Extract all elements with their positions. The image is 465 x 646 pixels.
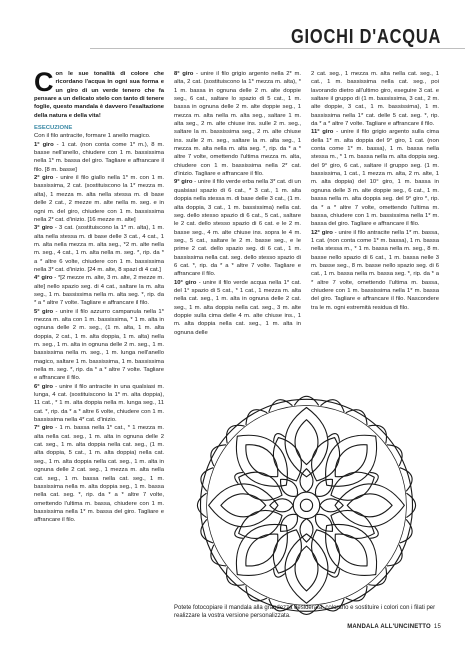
mid-petal-tip [328,569,342,579]
center-dot-ring [300,499,312,511]
outer-petal-inner [327,437,375,485]
scallop-arc [198,465,213,491]
scallop-arc [406,493,415,517]
outer-petal [222,510,301,589]
outer-petal [312,510,391,589]
scallop-arc [400,465,415,491]
scallop-arc [346,586,372,606]
page-number: 15 [433,624,441,630]
scallop-arc [241,405,267,425]
mid-petal-tip [328,431,342,441]
center-ring [293,492,320,519]
scallop-arc [198,519,213,545]
outer-scallop-ring [201,399,413,611]
outer-petal-inner [238,526,286,574]
inner-petal [270,499,293,512]
round-5: 5° giro - unire il filo azzurro campanula nella 1* mezza m. alta con 1 m. bassissima, * 1 m. alta in ognuna delle 2 m. seg., (1 m. alta, 1 m. alta doppia, 2 cat., 1 m. alta doppia, 1 m. alta) nella m. seg., 1 m. alta in ognuna delle 2 m. seg., 1 m. bassissima nella m. seg., 1 m. lunga nell'anello magico, saltare 1 m. bassissima, 1 m. bassissima nella m. seg. *, rip. da * a * altre 7 volte. Tagliare e affrancare il filo. [34,308,164,382]
outer-petal-inner [221,494,266,517]
inner-petal [320,499,343,512]
round-3: 3° giro - 3 cat. (sostituiscono la 1* m. alta), 1 m. alta nella stessa m. di base delle 3 cat., 4 cat., 1 m. alta nella mezza m. alta seg., *2 m. alte nella m. seg., 4 cat., 1 m. alta nella m. seg. *, rip. da * a * altre 6 volte, chiudere con 1 m. bassissima nella 3* cat. d'inizio. [24 m. alte, 8 spazi di 4 cat.] [34,225,164,273]
mid-petal-tip [370,527,380,541]
mid-petal-tip [233,527,243,541]
round-10-continued: 2 cat. seg., 1 mezza m. alta nella cat. seg., 1 cat., 1 m. bassissima nella cat. seg., poi lavorando dietro all'ultimo giro, eseguire 3 cat. e saltare il gruppo di (1 m. bassissima, 3 cat., 2 m. alte doppie, 3 cat., 1 m. bassissima), 1 m. bassissima nella 1* cat. delle 5 cat. seg. *, rip. da * a * altre 7 volte. Tagliare e affrancare il filo. [311,71,439,128]
mid-petal [266,525,308,578]
column-2 [174,70,301,337]
scallop-arc [387,545,407,571]
round-8: 8° giro - unire il filo grigio argento nella 2* m. alta, 2 cat. (sostituiscono la 1* mezza m. alta), * 1 m. bassa in ognuna delle 2 m. alte doppie seg., 6 cat., saltare lo spazio di 5 cat., 1 m. bassa in ognuna delle 2 m. alte doppie seg., 1 mezza m. alta nella m. alta seg., saltare 1 m. alta seg., 2 m. alte chiuse ins. sulle 2 m. seg., saltare la m. bassissima seg., 2 m. alte chiuse ins. sulle 2 m. seg., saltare la m. alta seg., 1 mezza m. alta nella m. alta seg. *, rip. da * a * altre 7 volte, omettendo l'ultima mezza m. alta, chiudere con 1 m. bassissima nella 2* cat. d'inizio. Tagliare e affrancare il filo. [174,71,301,178]
outer-petal [285,408,328,477]
mid-petal [266,433,308,486]
inner-petal [300,469,313,492]
round-11: 11° giro - unire il filo grigio argento sulla cima della 1* m. alta doppia del 9° giro, 1 cat. (non conta come 1* m. bassa), 1 m. bassa nella stessa m., * 1 m. bassa nella m. alta doppia seg. del 9° giro, 6 cat., saltare il gruppo seg. (1 m. bassissima, 1 cat., 1 mezza m. alta, 2 m. alte, 1 m. alta doppia) del 10° giro, 1 m. bassa in ognuna delle 3 m. alte doppie seg., 6 cat., 1 m. bassa nella m. alta doppia seg. del 9° giro *, rip. da * a * altre 7 volte, omettendo l'ultima m. bassa, chiudere con 1 m. bassissima nella 1* m. bassa del giro. Tagliare e affrancare il filo. [311,129,439,228]
round-2: 2° giro - unire il filo giallo nella 1* m. con 1 m. bassissima, 2 cat. (sostituiscono la 1* mezza m. alta), 1 mezza m. alta nella stessa m. di base delle 2 cat., 2 mezze m. alte nella m. seg. e in ogni m. del giro, chiudere con 1 m. bassissima nella 2* cat. d'inizio. [16 mezze m. alte] [34,175,164,223]
scallop-arc [221,420,245,444]
outer-petal [285,534,328,603]
outer-petal [209,484,278,527]
round-4: 4° giro - *[2 mezze m. alte, 3 m. alte, 2 mezze m. alte] nello spazio seg. di 4 cat., saltare la m. alta seg., 1 m. bassissima nella m. alta seg. *, rip. da * a * altre 7 volte. Tagliare e affrancare il filo. [34,275,164,307]
intro-paragraph [34,67,164,120]
outer-petal-inner [295,546,318,591]
mid-petal-tip [233,470,243,484]
inner-petal [300,519,313,542]
scallop-arc [206,545,226,571]
scallop-arc [221,567,245,591]
round-6: 6° giro - unire il filo antracite in una qualsiasi m. lunga, 4 cat. (sostituiscono la 1* m. alta doppia), 11 cat., * 1 m. alta doppia nella m. lunga seg., 11 cat. *, rip. da * a * altre 6 volte, chiudere con 1 m. bassissima nella 4* cat. d'inizio. [34,383,164,424]
magazine-name: MANDALA ALL'UNCINETTO [347,624,431,630]
scallop-arc [197,493,206,517]
mid-petal [234,465,287,507]
mid-petal [326,465,379,507]
outer-petal-inner [295,420,318,465]
page-header [0,0,465,60]
scallop-arc [346,405,372,425]
page-title: GIOCHI D'ACQUA [290,26,441,48]
page-footer [347,624,441,630]
lead-instruction: Con il filo antracite, formare 1 anello magico. [34,133,151,140]
round-7: 7° giro - 1 m. bassa nella 1* cat., * 1 mezza m. alta nella cat. seg., 1 m. alta in ognuna delle 2 cat. seg., 1 m. alta doppia nella cat. seg., (1 m. alta doppia, 5 cat., 1 m. alta doppia) nella cat. seg., 1 m. alta doppia nella cat. seg., 1 m. alta in ognuna delle 2 cat. seg., 1 mezza m. alta nella cat. seg., 1 m. bassa nella cat. seg., 1 m. bassissima nella m. alta doppia seg., 1 m. bassa nella cat. seg. *, rip. da * a * altre 7 volte, omettendo l'ultima m. bassa, chiudere con 1 m. bassissima nella 1* m. bassa del giro. Tagliare e affrancare il filo. [34,425,164,524]
round-12: 12° giro - unire il filo antracite nella 1* m. bassa, 1 cat. (non conta come 1* m. bassa), 1 m. bassa nella stessa m., * 1 m. bassa nella m. seg., 8 m. basse nello spazio di 6 cat., 1 m. bassa nelle 3 m. basse seg., 8 m. basse nello spazio seg. di 6 cat., 1 m. bassa nella m. bassa seg. *, rip. da * a * altre 7 volte, omettendo l'ultima m. bassa, chiudere con 1 m. bassissima nella 1* m. bassa del giro. Tagliare e affrancare il filo. Nascondere tra le m. ogni estremità residua di filo. [311,229,439,311]
column-3 [311,70,439,312]
mid-petal [305,433,347,486]
scallop-arc [387,440,407,466]
drop-cap: C [34,67,54,97]
mid-petal-tip [370,470,380,484]
scallop-arc [206,440,226,466]
scallop-arc [321,397,347,412]
outer-petal-inner [327,526,375,574]
outer-petal [312,421,391,500]
column-1 [34,67,164,525]
outer-ring-inner-line [207,405,407,605]
outer-petal-inner [347,494,392,517]
mid-petal [305,525,347,578]
round-9: 9° giro - unire il filo verde erba nella 3* cat. di un qualsiasi spazio di 6 cat., * 3 cat., 1 m. alta doppia nella stessa m. di base delle 3 cat., (1 m. alta doppia, 3 cat., 1 m. bassissima) nella cat. seg. dello stesso spazio di 6 cat., 5 cat., saltare le 2 cat. dello stesso spazio di 6 cat. e le 2 m. basse seg., 4 m. alte chiuse ins. sopra le 4 m. seg., 5 cat., saltare le 2 m. basse seg., e le prime 2 cat. dello spazio seg. di 6 cat., 1 m. bassissima nella cat. seg. dello stesso spazio di 6 cat. *, rip. da * a * altre 7 volte. Tagliare e affrancare il filo. [174,179,301,278]
scallop-arc [266,397,292,412]
outer-petal-inner [238,437,286,485]
intro-text: on le sue tonalità di colore che ricordano l'acqua in ogni sua forma e un giro di un verde tenero che fa pensare a un delicato stelo con tanto di tenere foglie, questo mandala è davvero l'esaltazione della natura e della vita! [34,71,164,119]
scallop-arc [241,586,267,606]
scallop-arc [368,420,392,444]
outer-petal [335,484,404,527]
round-1: 1° giro - 1 cat. (non conta come 1* m.), 8 m. basse nell'anello, chiudere con 1 m. bassissima nella 1* m. bassa del giro. Tagliare e affrancare il filo. [8 m. basse] [34,141,164,173]
scallop-arc [368,567,392,591]
round-10: 10° giro - unire il filo verde acqua nella 1* cat. del 1° spazio di 5 cat., * 1 cat., 1 mezza m. alta nella cat. seg., 1 m. alta in ognuna delle 2 cat. seg., 1 m. alta doppia nella cat. seg., 3 m. alte doppie sulla cima delle 4 m. alte chiuse ins., 1 m. alta doppia nella cat. seg., 1 m. alta in ognuna delle [174,279,302,336]
scallop-arc [294,396,318,405]
mid-petal-tip [271,569,285,579]
outer-petal [222,421,301,500]
scallop-arc [400,519,415,545]
mid-petal-tip [271,431,285,441]
mid-petal [234,503,287,545]
section-heading-esecuzione: ESECUZIONE [34,125,73,132]
image-caption: Potete fotocopiare il mandala alla grandezza desiderata, colorarlo e sostituire i colori con i filati per realizzare la vostra versione personalizzata. [174,605,436,619]
mid-petal [326,503,379,545]
